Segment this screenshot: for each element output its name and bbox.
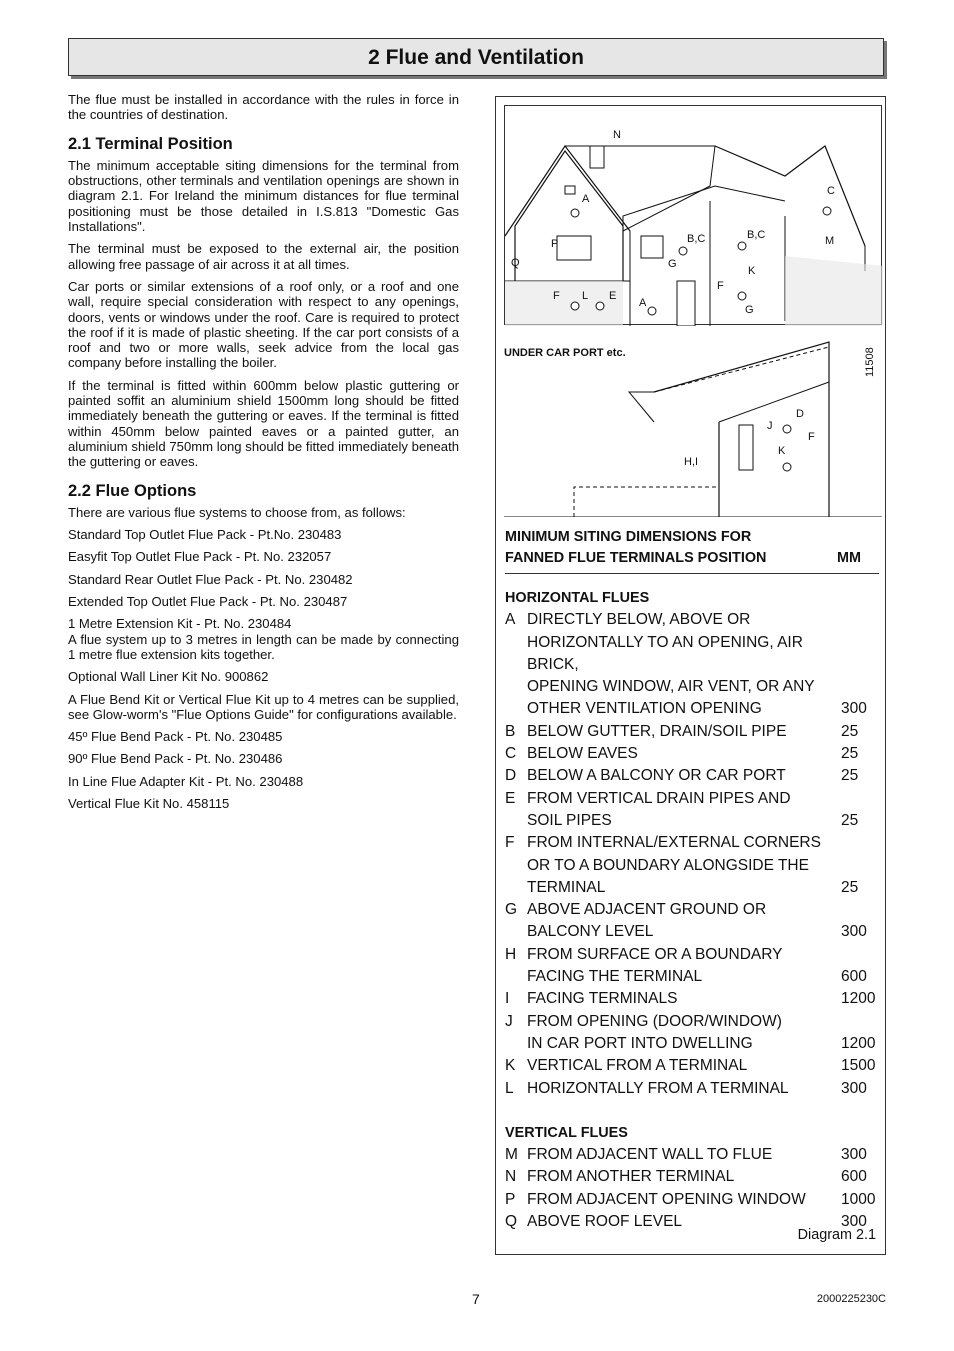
paragraph: If the terminal is fitted within 600mm below plastic guttering or painted soffit an aluminium shield 1500mm long should be fitted immediately beneath the guttering or eaves. If the terminal is fitted within 450mm below painted eaves or a painted gutter, an aluminium shield 750mm long should be fitted immediately beneath the guttering or eaves. [68,377,459,470]
row-key: Q [505,1213,518,1231]
paragraph: The terminal must be exposed to the external air, the position allowing free passage of air across it at all times. [68,241,459,272]
table-row [505,832,879,899]
row-text: HORIZONTALLY FROM A TERMINAL [527,1079,789,1097]
wall-liner: Optional Wall Liner Kit No. 900862 [68,669,269,685]
label-G: G [668,258,677,270]
diagram-code: 11508 [864,347,876,377]
row-value: 600 [841,1168,867,1186]
row-key: M [505,1146,518,1164]
flue-options-lead: There are various flue systems to choose from, as follows: [68,504,406,520]
row-value: 300 [841,923,867,941]
flue-option: Extended Top Outlet Flue Pack - Pt. No. 230487 [68,594,348,610]
row-text: ABOVE ROOF LEVEL [527,1213,683,1231]
row-text: BELOW EAVES [527,745,638,763]
label-E: E [609,290,617,302]
bend-90: 90º Flue Bend Pack - Pt. No. 230486 [68,751,283,767]
row-text: FROM VERTICAL DRAIN PIPES AND SOIL PIPES [527,789,791,829]
vertical-flues-title: VERTICAL FLUES [505,1124,628,1141]
row-value: 25 [841,722,859,740]
row-value: 25 [841,767,859,785]
label-F: F [553,290,560,302]
table-row [505,899,879,944]
diagram-caption: Diagram 2.1 [797,1227,876,1243]
carport-title: UNDER CAR PORT etc. [504,347,626,359]
row-text: FROM OPENING (DOOR/WINDOW) IN CAR PORT INTO DWELLING [527,1012,782,1052]
dimensions-table [505,587,879,1233]
extension-note: A flue system up to 3 metres in length can be made by connecting 1 metre flue extension kits together. [68,631,459,662]
row-value: 25 [841,878,859,896]
row-key: C [505,745,517,763]
row-key: N [505,1168,517,1186]
label-N: N [613,129,621,141]
row-text: FROM ADJACENT OPENING WINDOW [527,1190,806,1208]
section-heading-terminal-position: 2.1 Terminal Position [68,134,233,153]
row-key: J [505,1012,513,1030]
row-text: VERTICAL FROM A TERMINAL [527,1057,748,1075]
row-key: E [505,789,516,807]
extension-kit: 1 Metre Extension Kit - Pt. No. 230484 [68,616,292,632]
bend-45: 45º Flue Bend Pack - Pt. No. 230485 [68,729,283,745]
flue-option: Easyfit Top Outlet Flue Pack - Pt. No. 232057 [68,549,332,565]
table-row [505,1189,879,1211]
horizontal-flues-title: HORIZONTAL FLUES [505,590,650,606]
row-value: 1200 [841,1034,876,1052]
table-heading [505,527,879,574]
left-column [68,92,459,818]
label-G: G [745,304,754,316]
row-value: 300 [841,1079,867,1097]
row-text: FROM INTERNAL/EXTERNAL CORNERS OR TO A BOUNDARY ALONGSIDE THE TERMINAL [527,834,821,896]
page-title-bar [68,38,884,76]
unit-label: MM [837,550,861,566]
row-value: 300 [841,1146,867,1164]
vertical-flue-kit: Vertical Flue Kit No. 458115 [68,795,230,811]
table-row [505,1144,879,1166]
bend-note: A Flue Bend Kit or Vertical Flue Kit up to 4 metres can be supplied, see Glow-worm's "Flue Options Guide" for configurations available. [68,691,459,722]
row-key: K [505,1057,516,1075]
row-text: FROM ANOTHER TERMINAL [527,1168,735,1186]
label-D: D [796,408,804,420]
label-L: L [582,290,589,302]
row-text: BELOW GUTTER, DRAIN/SOIL PIPE [527,722,787,740]
label-C: C [827,185,835,197]
label-J: J [767,420,773,432]
row-text: BELOW A BALCONY OR CAR PORT [527,767,786,785]
row-key: A [505,611,516,629]
table-row [505,743,879,765]
house-illustration [505,106,883,326]
intro-text: The flue must be installed in accordance with the rules in force in the countries of destination. [68,92,459,123]
table-row [505,944,879,989]
row-key: L [505,1079,514,1097]
row-key: D [505,767,517,785]
row-text: FROM ADJACENT WALL TO FLUE [527,1146,773,1164]
row-value: 300 [841,1213,867,1231]
row-key: G [505,901,518,919]
table-row [505,988,879,1010]
label-BC: B,C [747,229,766,241]
table-row [505,788,879,833]
label-F: F [808,431,815,443]
row-text: ABOVE ADJACENT GROUND OR BALCONY LEVEL [527,901,767,941]
inline-adapter: In Line Flue Adapter Kit - Pt. No. 230488 [68,773,304,789]
table-row [505,1055,879,1077]
row-value: 1500 [841,1057,876,1075]
label-BC: B,C [687,233,706,245]
table-row [505,721,879,743]
row-key: I [505,990,510,1008]
flue-option: Standard Rear Outlet Flue Pack - Pt. No. 230482 [68,571,353,587]
label-P: P [551,238,559,250]
label-F: F [717,280,724,292]
row-text: FROM SURFACE OR A BOUNDARY FACING THE TERMINAL [527,945,783,986]
table-row [505,1078,879,1100]
row-value: 300 [841,700,867,718]
row-key: B [505,722,516,740]
label-K: K [748,265,756,277]
label-HI: H,I [684,456,699,468]
row-key: P [505,1190,516,1208]
house-diagram [504,105,882,325]
table-row [505,1166,879,1188]
row-value: 600 [841,968,867,986]
row-value: 1000 [841,1190,876,1208]
table-row [505,1011,879,1056]
table-heading-line: MINIMUM SITING DIMENSIONS FOR [505,529,752,545]
row-value: 1200 [841,990,876,1008]
row-value: 25 [841,811,859,829]
paragraph: The minimum acceptable siting dimensions for the terminal from obstructions, other terminals and ventilation openings are shown in diagram 2.1. For Ireland the minimum distances for flue terminal positioning must be those detailed in I.S.813 "Domestic Gas Installations". [68,157,459,235]
carport-illustration [504,337,882,517]
document-code: 2000225230C [816,1293,886,1305]
table-row [505,765,879,787]
row-text: FACING TERMINALS [527,990,678,1008]
section-heading-flue-options: 2.2 Flue Options [68,481,197,500]
flue-option: Standard Top Outlet Flue Pack - Pt.No. 230483 [68,527,342,543]
label-M: M [825,235,835,247]
row-key: H [505,945,517,963]
row-value: 25 [841,745,859,763]
page-number: 7 [472,1291,480,1307]
row-key: F [505,834,515,852]
label-A: A [582,193,590,205]
label-A: A [639,297,647,309]
label-K: K [778,445,786,457]
table-heading-line: FANNED FLUE TERMINALS POSITION [505,550,767,566]
row-text: DIRECTLY BELOW, ABOVE OR HORIZONTALLY TO AN OPENING, AIR BRICK, OPENING WINDOW, AIR VENT, OR ANY OTHER VENTILATION OPENING [527,611,815,718]
table-row [505,609,879,720]
page-title: 2 Flue and Ventilation [368,46,584,69]
label-Q: Q [511,257,520,269]
paragraph: Car ports or similar extensions of a roof only, or a roof and one wall, require special consideration with respect to any openings, doors, vents or windows under the roof. Care is required to protect the roof if it is made of plastic sheeting. If the car port consists of a roof and two or more walls, seek advice from the local gas company before installing the boiler. [68,278,459,371]
diagram-panel [495,96,886,1255]
